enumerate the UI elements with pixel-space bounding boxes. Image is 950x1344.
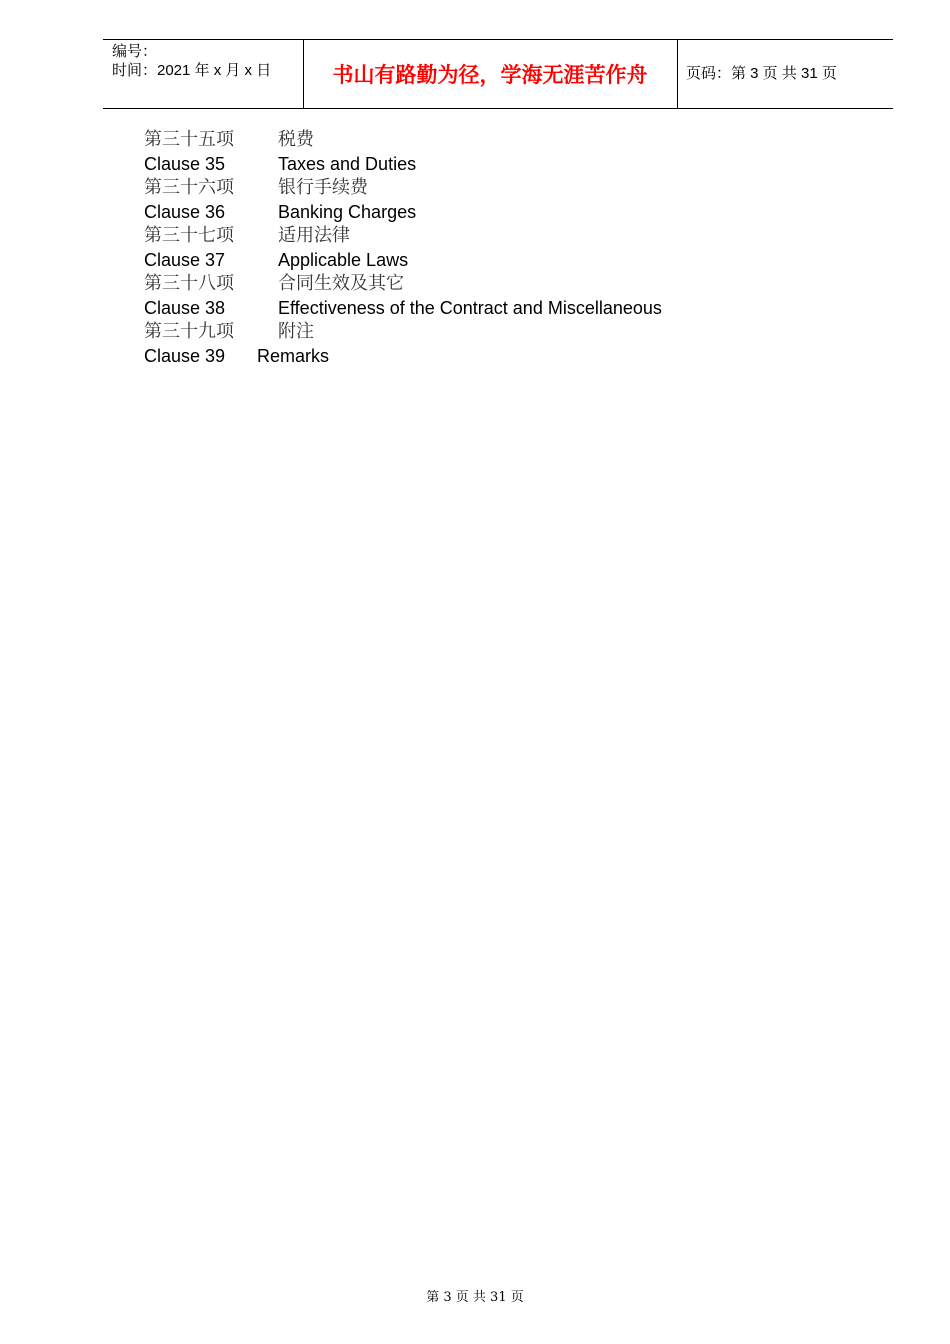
page-header bbox=[103, 39, 893, 109]
toc-entry-number: 第三十六项 bbox=[144, 177, 234, 198]
toc-entry-title: Remarks bbox=[257, 346, 330, 366]
toc-entry-number: Clause 36 bbox=[144, 202, 226, 222]
document-date: 时间：2021 年 x 月 x 日 bbox=[112, 62, 272, 79]
toc-entry-number: 第三十五项 bbox=[144, 129, 234, 150]
toc-entry-title: 税费 bbox=[278, 129, 314, 150]
toc-entry-number: Clause 35 bbox=[144, 154, 226, 174]
toc-entry-title: 适用法律 bbox=[278, 225, 350, 246]
toc-entry bbox=[144, 248, 864, 272]
header-motto: 书山有路勤为径，学海无涯苦作舟 bbox=[332, 63, 648, 87]
document-number-label: 编号： bbox=[112, 43, 158, 60]
header-page-cell bbox=[678, 40, 893, 108]
toc-entry-title: Taxes and Duties bbox=[278, 154, 417, 174]
table-of-contents bbox=[144, 128, 864, 368]
toc-entry-title: 附注 bbox=[278, 321, 314, 342]
toc-entry-title: Effectiveness of the Contract and Miscellaneous bbox=[278, 298, 662, 318]
toc-entry-number: Clause 39 bbox=[144, 346, 226, 366]
toc-entry bbox=[144, 296, 864, 320]
toc-entry bbox=[144, 176, 864, 200]
toc-entry-title: 合同生效及其它 bbox=[278, 273, 404, 294]
toc-entry-number: Clause 37 bbox=[144, 250, 226, 270]
toc-entry bbox=[144, 200, 864, 224]
page-footer bbox=[0, 1290, 950, 1306]
toc-entry-number: Clause 38 bbox=[144, 298, 226, 318]
toc-entry-title: Banking Charges bbox=[278, 202, 417, 222]
toc-entry bbox=[144, 272, 864, 296]
toc-entry-title: Applicable Laws bbox=[278, 250, 409, 270]
header-motto-cell bbox=[303, 40, 678, 108]
header-page-info: 页码：第 3 页 共 31 页 bbox=[686, 65, 837, 82]
toc-entry bbox=[144, 152, 864, 176]
header-meta-cell bbox=[103, 40, 304, 108]
toc-entry bbox=[144, 128, 864, 152]
toc-entry-number: 第三十九项 bbox=[144, 321, 234, 342]
toc-entry bbox=[144, 224, 864, 248]
footer-page-number: 第 3 页 共 31 页 bbox=[426, 1290, 524, 1305]
toc-entry-title: 银行手续费 bbox=[278, 177, 368, 198]
toc-entry bbox=[144, 344, 864, 368]
toc-entry bbox=[144, 320, 864, 344]
toc-entry-number: 第三十八项 bbox=[144, 273, 234, 294]
toc-entry-number: 第三十七项 bbox=[144, 225, 234, 246]
